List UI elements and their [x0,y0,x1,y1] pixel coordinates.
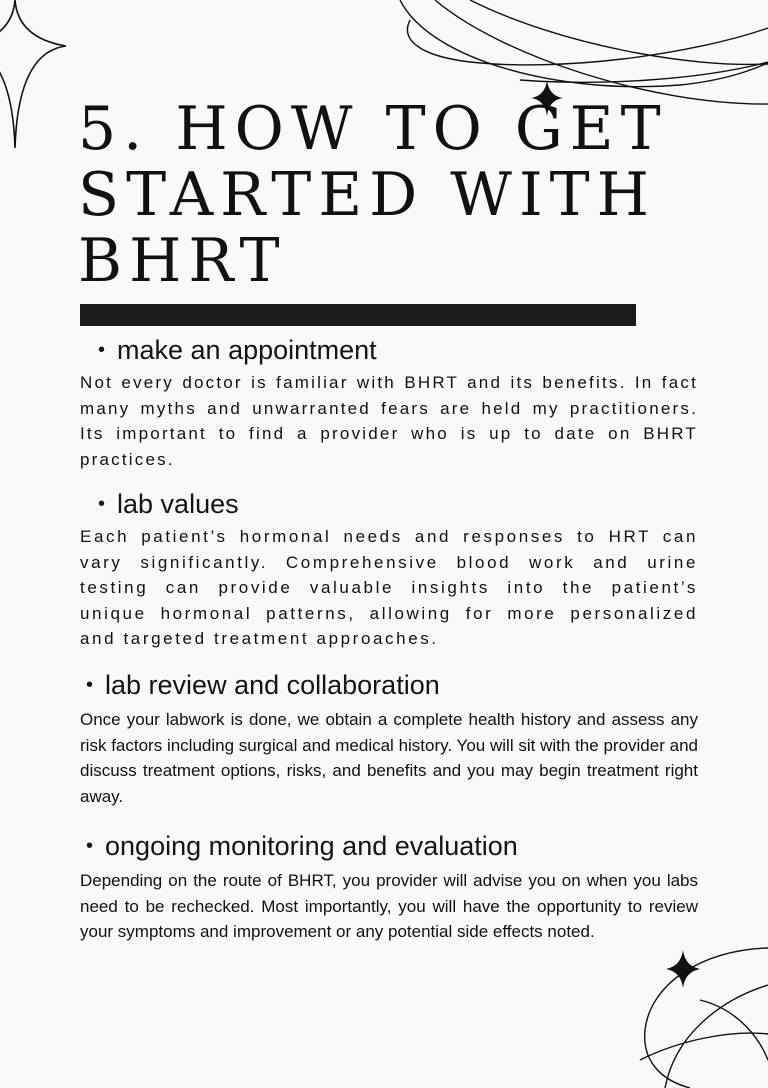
page-title [78,96,718,294]
orbit-swirl [640,948,768,1088]
four-point-star-icon [0,0,66,148]
section-body: Once your labwork is done, we obtain a complete health history and assess any risk factors including surgical and medical history. You will sit with the provider and discuss treatment options, risks, and benefits and you may begin treatment right away. [80,710,698,806]
bullet-icon: • [98,339,106,361]
section-heading [80,667,698,703]
section-make-appointment [80,332,698,472]
section-heading-text: lab values [117,489,239,519]
section-heading [80,828,698,864]
section-lab-review [80,667,698,809]
section-heading [80,332,698,368]
bullet-icon: • [86,674,94,696]
page-title-line: 5. HOW TO GET [78,94,668,164]
page-title-line: BHRT [78,226,287,296]
section-body: Not every doctor is familiar with BHRT and its benefits. In fact many myths and unwarranted fears are held my practitioners. Its important to find a provider who is up to date on BHRT practices. [80,373,698,469]
section-heading-text: ongoing monitoring and evaluation [105,831,518,861]
section-heading-text: lab review and collaboration [105,670,440,700]
bullet-icon: • [86,835,94,857]
page-title-line: STARTED WITH [78,160,657,230]
section-heading [80,486,698,522]
title-underline-bar [80,304,636,326]
section-body: Depending on the route of BHRT, you provider will advise you on when you labs need to be rechecked. Most importantly, you will have the opportunity to review your symptoms and improvement or any potential side effects noted. [80,871,698,941]
section-heading-text: make an appointment [117,335,377,365]
section-lab-values [80,486,698,652]
section-body: Each patient’s hormonal needs and responses to HRT can vary significantly. Comprehensive blood work and urine testing can provide valuable insights into the patient’s unique hormonal patterns, allowing for more personalized and targeted treatment approaches. [80,527,698,648]
orbit-swirl [400,0,768,104]
bullet-icon: • [98,493,106,515]
section-ongoing-monitoring [80,828,698,945]
